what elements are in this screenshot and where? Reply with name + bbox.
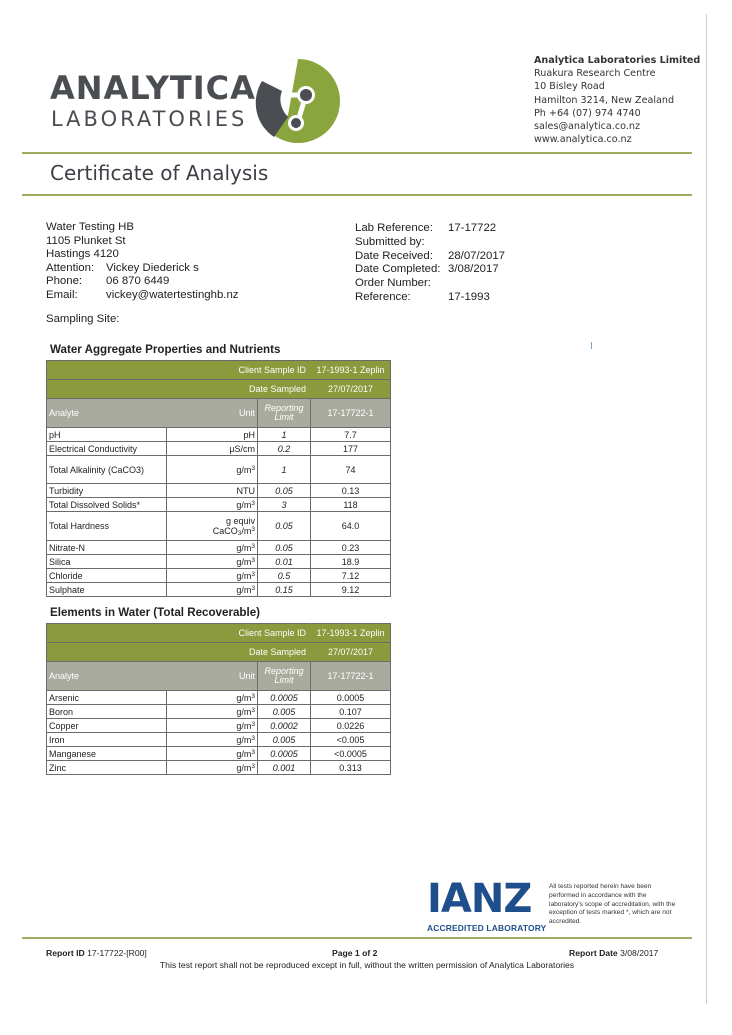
column-header-row: [47, 399, 391, 428]
unit-cell: µS/cm: [167, 442, 258, 456]
unit-cell: $g/m^3$: [167, 691, 258, 705]
col-result: 17-17722-1: [311, 662, 391, 691]
analyte-cell: Electrical Conductivity: [47, 442, 167, 456]
logo-subtitle: LABORATORIES: [51, 107, 248, 131]
limit-cell: 0.01: [258, 555, 311, 569]
column-header-row: [47, 662, 391, 691]
client-sample-row: [47, 624, 391, 643]
header-divider: [22, 152, 692, 154]
col-reporting-limit: [258, 399, 311, 428]
result-cell: 0.13: [311, 484, 391, 498]
analyte-cell: pH: [47, 428, 167, 442]
company-line: 10 Bisley Road: [534, 81, 605, 93]
table-row: [47, 428, 391, 442]
analyte-cell: Sulphate: [47, 583, 167, 597]
client-attention-row: [46, 262, 239, 276]
date-sampled-label: Date Sampled: [47, 380, 311, 399]
result-cell: 0.0226: [311, 719, 391, 733]
report-date-value: 3/08/2017: [620, 948, 659, 958]
table-row: [47, 498, 391, 512]
analytica-logo-icon: [248, 55, 340, 147]
client-sample-id: 17-1993-1 Zeplin: [311, 361, 391, 380]
result-cell: 0.0005: [311, 691, 391, 705]
client-sample-row: [47, 361, 391, 380]
client-sample-id: 17-1993-1 Zeplin: [311, 624, 391, 643]
attention-label: Attention:: [46, 261, 95, 274]
analyte-cell: Zinc: [47, 761, 167, 775]
date-sampled-label: Date Sampled: [47, 643, 311, 662]
lab-info-value: 3/08/2017: [448, 263, 499, 276]
date-sampled-row: [47, 380, 391, 399]
col-limit-line1: Reporting: [264, 402, 304, 413]
lab-info-label: Date Completed:: [355, 263, 441, 276]
report-date-label: Report Date: [569, 948, 618, 958]
limit-cell: 1: [258, 456, 311, 484]
phone-value: 06 870 6449: [106, 275, 170, 288]
analyte-cell: Total Dissolved Solids*: [47, 498, 167, 512]
limit-cell: 0.0005: [258, 691, 311, 705]
limit-cell: 0.05: [258, 484, 311, 498]
company-phone: Ph +64 (07) 974 4740: [534, 107, 641, 119]
date-sampled-value: 27/07/2017: [311, 643, 391, 662]
elements-results-table: [46, 623, 391, 775]
ianz-subtitle: ACCREDITED LABORATORY: [427, 923, 547, 933]
col-result: 17-17722-1: [311, 399, 391, 428]
client-phone-row: [46, 275, 239, 289]
limit-cell: 3: [258, 498, 311, 512]
table-row: [47, 761, 391, 775]
unit-cell: pH: [167, 428, 258, 442]
table-row: [47, 442, 391, 456]
analyte-cell: Turbidity: [47, 484, 167, 498]
unit-cell: g equiv $CaCO_3/m^3$: [167, 512, 258, 541]
report-id-value: 17-17722-[R00]: [87, 948, 147, 958]
unit-cell: $g/m^3$: [167, 747, 258, 761]
unit-cell: $g/m^3$: [167, 498, 258, 512]
footer-divider: [22, 937, 692, 939]
analyte-cell: Boron: [47, 705, 167, 719]
company-line: Ruakura Research Centre: [534, 68, 656, 80]
unit-cell: $g/m^3$: [167, 555, 258, 569]
result-cell: <0.0005: [311, 747, 391, 761]
result-cell: 9.12: [311, 583, 391, 597]
phone-label: Phone:: [46, 275, 83, 288]
footer-report-id: [46, 948, 147, 958]
table-row: [47, 569, 391, 583]
limit-cell: 0.005: [258, 733, 311, 747]
lab-info-row: [355, 291, 505, 305]
col-reporting-limit: [258, 662, 311, 691]
table-row: [47, 705, 391, 719]
table-row: [47, 456, 391, 484]
client-email-row: [46, 289, 239, 303]
unit-cell: $g/m^3$: [167, 541, 258, 555]
table-row: [47, 691, 391, 705]
result-cell: <0.005: [311, 733, 391, 747]
company-website-link[interactable]: www.analytica.co.nz: [534, 134, 632, 146]
footer-page-number: [332, 948, 377, 958]
result-cell: 177: [311, 442, 391, 456]
ianz-logo-icon: IANZ: [427, 876, 532, 922]
report-id-label: Report ID: [46, 948, 85, 958]
client-street: 1105 Plunket St: [46, 234, 126, 247]
col-limit-line1: Reporting: [264, 665, 304, 676]
analyte-cell: Silica: [47, 555, 167, 569]
col-unit: Unit: [167, 399, 258, 428]
result-cell: 0.23: [311, 541, 391, 555]
client-city: Hastings 4120: [46, 248, 119, 261]
col-limit-line2: Limit: [274, 412, 294, 422]
table-row: [47, 719, 391, 733]
footer-disclaimer: This test report shall not be reproduced except in full, without the written permission of Analytica Laboratories: [159, 960, 575, 970]
client-name: Water Testing HB: [46, 221, 134, 233]
sampling-site-label: Sampling Site:: [46, 313, 120, 325]
company-name: Analytica Laboratories Limited: [534, 55, 701, 66]
limit-cell: 0.05: [258, 541, 311, 555]
lab-info-label: Submitted by:: [355, 235, 425, 248]
analyte-cell: Manganese: [47, 747, 167, 761]
result-cell: 0.313: [311, 761, 391, 775]
page-edge-line: [706, 14, 707, 1004]
table-row: [47, 484, 391, 498]
limit-cell: 0.0005: [258, 747, 311, 761]
result-cell: 7.7: [311, 428, 391, 442]
lab-info-label: Order Number:: [355, 277, 431, 290]
analyte-cell: Iron: [47, 733, 167, 747]
result-cell: 18.9: [311, 555, 391, 569]
page-number: Page 1 of 2: [332, 948, 378, 958]
attention-value: Vickey Diederick s: [106, 261, 199, 274]
result-cell: 0.107: [311, 705, 391, 719]
lab-info-label: Lab Reference:: [355, 222, 433, 234]
limit-cell: 1: [258, 428, 311, 442]
analyte-cell: Nitrate-N: [47, 541, 167, 555]
analyte-cell: Chloride: [47, 569, 167, 583]
table-row: [47, 733, 391, 747]
company-address-block: [534, 54, 700, 146]
date-sampled-value: 27/07/2017: [311, 380, 391, 399]
analyte-cell: Copper: [47, 719, 167, 733]
lab-info-value: 17-17722: [448, 222, 497, 234]
lab-info-label: Reference:: [355, 290, 411, 303]
limit-cell: 0.5: [258, 569, 311, 583]
company-email-link[interactable]: sales@analytica.co.nz: [534, 121, 640, 133]
analyte-cell: Total Hardness: [47, 512, 167, 541]
limit-cell: 0.005: [258, 705, 311, 719]
client-sample-label: Client Sample ID: [47, 624, 311, 643]
unit-cell: $g/m^3$: [167, 733, 258, 747]
scan-mark: [591, 342, 592, 349]
client-info-block: [46, 221, 239, 303]
table-row: [47, 512, 391, 541]
table-row: [47, 747, 391, 761]
unit-cell: NTU: [167, 484, 258, 498]
result-cell: 7.12: [311, 569, 391, 583]
table-row: [47, 555, 391, 569]
unit-cell: $g/m^3$: [167, 705, 258, 719]
limit-cell: 0.2: [258, 442, 311, 456]
limit-cell: 0.001: [258, 761, 311, 775]
email-label: Email:: [46, 288, 78, 301]
col-analyte: Analyte: [47, 399, 167, 428]
result-cell: 64.0: [311, 512, 391, 541]
lab-info-label: Date Received:: [355, 249, 433, 262]
unit-cell: $g/m^3$: [167, 719, 258, 733]
limit-cell: 0.0002: [258, 719, 311, 733]
unit-cell: $g/m^3$: [167, 583, 258, 597]
lab-info-value: 17-1993: [448, 290, 490, 303]
client-sample-label: Client Sample ID: [47, 361, 311, 380]
col-unit: Unit: [167, 662, 258, 691]
aggregate-results-table: [46, 360, 391, 597]
lab-info-row: [355, 263, 505, 277]
col-analyte: Analyte: [47, 662, 167, 691]
title-divider: [22, 194, 692, 196]
result-cell: 118: [311, 498, 391, 512]
lab-info-block: [355, 222, 505, 305]
table-row: [47, 583, 391, 597]
limit-cell: 0.05: [258, 512, 311, 541]
analyte-cell: Arsenic: [47, 691, 167, 705]
page-title: Certificate of Analysis: [50, 161, 269, 185]
result-cell: 74: [311, 456, 391, 484]
date-sampled-row: [47, 643, 391, 662]
footer-report-date: [569, 948, 658, 958]
unit-cell: $g/m^3$: [167, 456, 258, 484]
col-limit-line2: Limit: [274, 675, 294, 685]
analyte-cell: Total Alkalinity (CaCO3): [47, 456, 167, 484]
section-heading-aggregate: Water Aggregate Properties and Nutrients: [50, 343, 281, 356]
lab-info-row: [355, 236, 505, 250]
company-line: Hamilton 3214, New Zealand: [534, 94, 675, 106]
accreditation-note: All tests reported herein have been performed in accordance with the laboratory's scope of accreditation, with the exception of tests marked *, which are not accredited.: [549, 883, 676, 926]
table-row: [47, 541, 391, 555]
unit-cell: $g/m^3$: [167, 761, 258, 775]
lab-info-value: 28/07/2017: [448, 249, 506, 262]
lab-info-row: [355, 222, 505, 236]
lab-info-row: [355, 277, 505, 291]
logo-wordmark: ANALYTICA: [50, 69, 256, 107]
lab-info-row: [355, 250, 505, 264]
unit-cell: $g/m^3$: [167, 569, 258, 583]
section-heading-elements: Elements in Water (Total Recoverable): [50, 606, 261, 619]
limit-cell: 0.15: [258, 583, 311, 597]
email-value[interactable]: vickey@watertestinghb.nz: [106, 288, 239, 301]
